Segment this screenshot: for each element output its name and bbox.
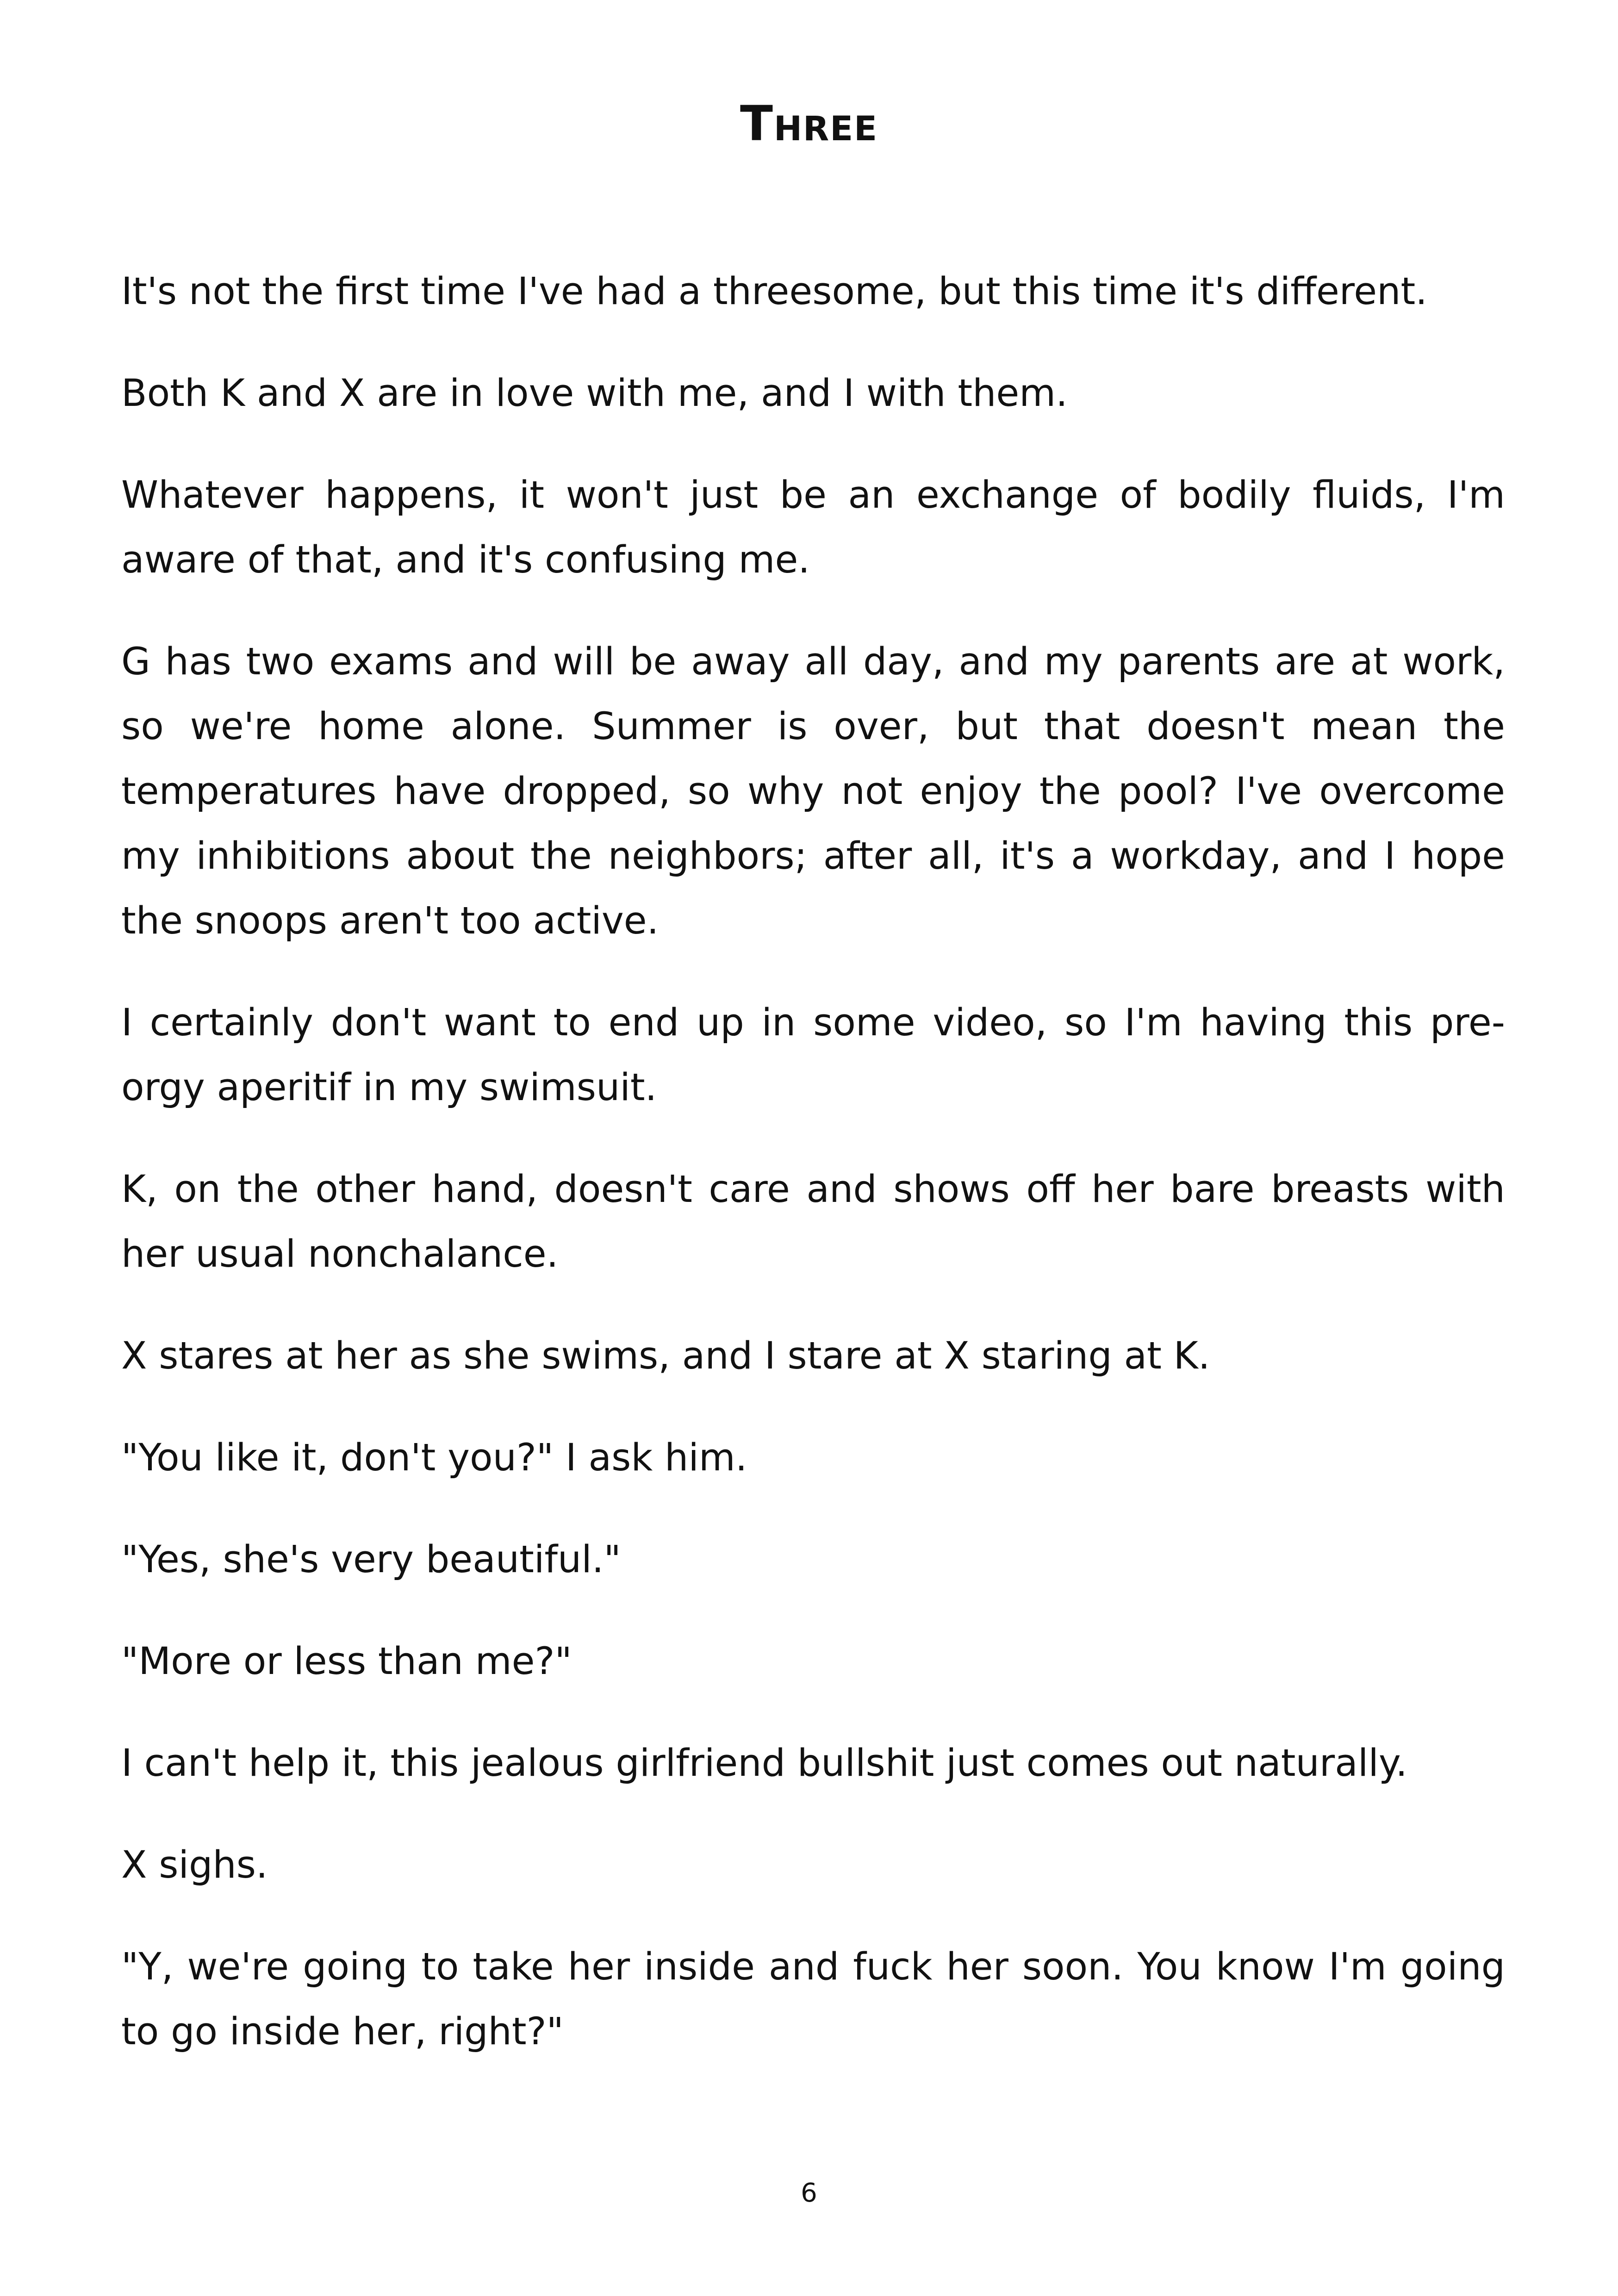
paragraph-4: G has two exams and will be away all day, and my parents are at work, so we're home alone. Summer is over, but that doesn't mean the temperatures have dropped, so why not enjoy the pool? I've overcome my inhibitions about the neighbors; after all, it's a workday, and I hope the snoops aren't too active. (121, 640, 1505, 943)
paragraph-8: "You like it, don't you?" I ask him. (121, 1436, 747, 1480)
paragraph-9: "Yes, she's very beautiful." (121, 1538, 621, 1581)
chapter-body (121, 259, 1505, 2101)
paragraph-3: Whatever happens, it won't just be an exchange of bodily fluids, I'm aware of that, and it's confusing me. (121, 473, 1505, 582)
paragraph-13: "Y, we're going to take her inside and fuck her soon. You know I'm going to go inside her, right?" (121, 1945, 1505, 2053)
paragraph-6: K, on the other hand, doesn't care and shows off her bare breasts with her usual nonchalance. (121, 1168, 1505, 1276)
page-number: 6 (801, 2178, 817, 2208)
paragraph-7: X stares at her as she swims, and I stare at X staring at K. (121, 1334, 1210, 1378)
paragraph-1: It's not the first time I've had a threesome, but this time it's different. (121, 270, 1427, 313)
chapter-title (0, 95, 1618, 153)
paragraph-5: I certainly don't want to end up in some video, so I'm having this pre-orgy aperitif in my swimsuit. (121, 1001, 1505, 1109)
chapter-title-text: Three (740, 95, 878, 152)
paragraph-10: "More or less than me?" (121, 1640, 572, 1683)
paragraph-12: X sighs. (121, 1843, 268, 1887)
paragraph-11: I can't help it, this jealous girlfriend bullshit just comes out naturally. (121, 1742, 1407, 1785)
paragraph-2: Both K and X are in love with me, and I with them. (121, 372, 1068, 415)
